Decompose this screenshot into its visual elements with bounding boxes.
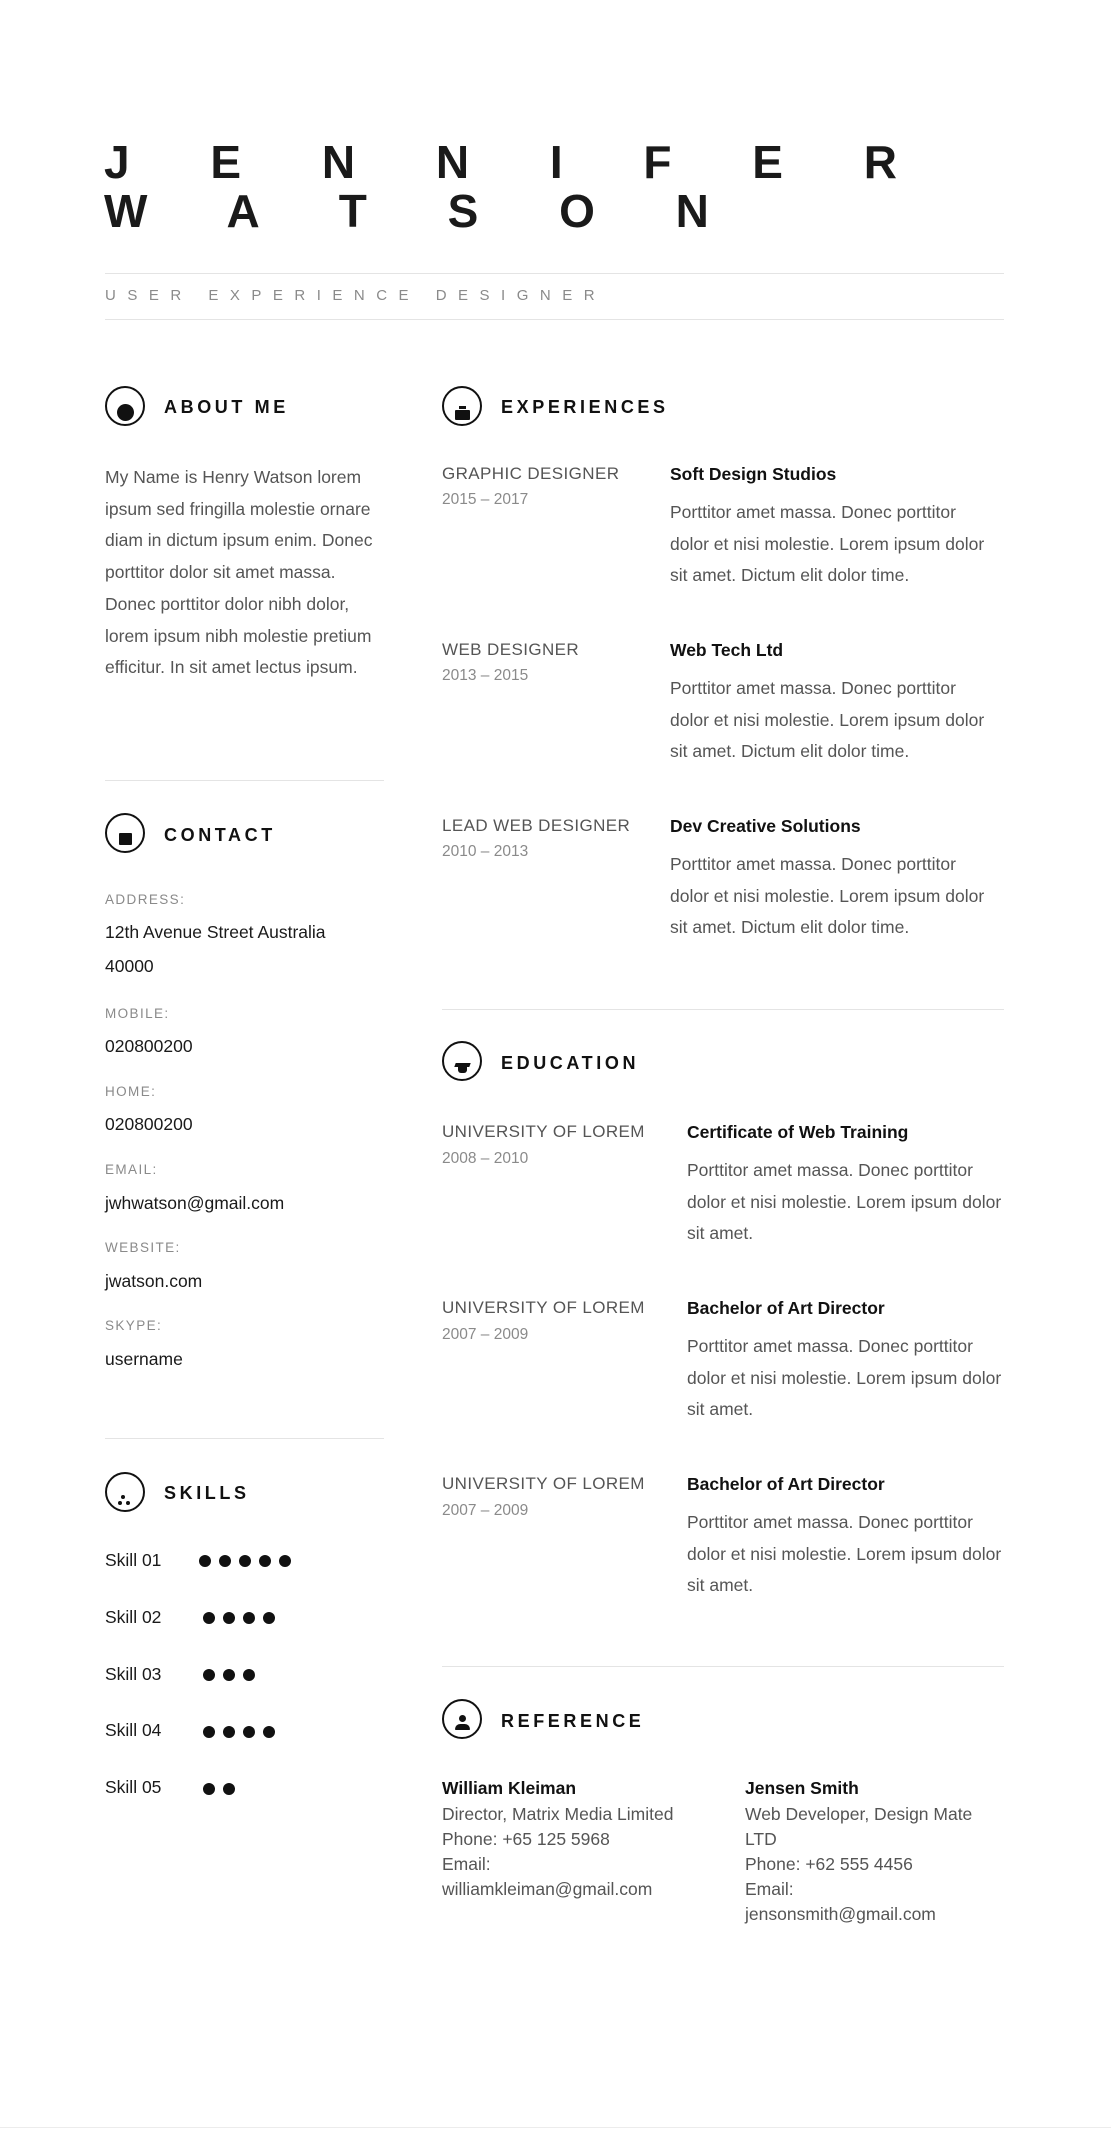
reference-title: REFERENCE	[501, 1711, 645, 1731]
education-title: EDUCATION	[501, 1053, 640, 1073]
mobile-label: MOBILE:	[105, 1006, 170, 1021]
skill-dot	[203, 1783, 215, 1795]
skill-rating	[203, 1726, 275, 1738]
skill-rating	[199, 1555, 291, 1567]
about-text: My Name is Henry Watson lorem ipsum sed fringilla molestie ornare diam in dictum ipsum enim. Donec porttitor dolor sit amet massa. Donec porttitor dolor nibh dolor, lorem ipsum nibh molestie pretium efficitur. In sit amet lectus ipsum.	[105, 467, 373, 678]
page-bottom-edge	[0, 2127, 1111, 2128]
person-icon	[442, 1699, 482, 1739]
mobile-value: 020800200	[105, 1036, 193, 1056]
website-label: WEBSITE:	[105, 1240, 181, 1255]
reference-email-label: Email:	[442, 1854, 491, 1874]
skill-label: Skill 01	[105, 1550, 162, 1570]
address-value: 12th Avenue Street Australia 40000	[105, 922, 326, 976]
reference-phone: Phone: +65 125 5968	[442, 1829, 610, 1849]
skill-label: Skill 04	[105, 1720, 162, 1740]
experience-role: GRAPHIC DESIGNER	[442, 464, 620, 483]
skill-rating	[203, 1783, 235, 1795]
skills-title: SKILLS	[164, 1483, 250, 1503]
last-name: W A T S O N	[104, 185, 743, 237]
first-name: J E N N I F E R	[104, 136, 931, 188]
reference-position: Web Developer, Design Mate LTD	[745, 1804, 973, 1849]
skill-rating	[203, 1612, 275, 1624]
skill-dot	[223, 1726, 235, 1738]
divider	[442, 1666, 1004, 1667]
experience-years: 2010 – 2013	[442, 843, 529, 860]
website-value[interactable]: jwatson.com	[105, 1271, 203, 1291]
education-desc: Porttitor amet massa. Donec porttitor dolor et nisi molestie. Lorem ipsum dolor sit amet.	[687, 1512, 1002, 1596]
job-title: USER EXPERIENCE DESIGNER	[105, 287, 607, 304]
education-years: 2007 – 2009	[442, 1326, 529, 1343]
home-label: HOME:	[105, 1084, 157, 1099]
skill-dot	[243, 1726, 255, 1738]
user-icon	[105, 386, 145, 426]
experience-company: Dev Creative Solutions	[670, 816, 861, 836]
skill-dot	[219, 1555, 231, 1567]
skill-dot	[223, 1783, 235, 1795]
experience-company: Soft Design Studios	[670, 464, 837, 484]
divider	[105, 780, 384, 781]
contact-title: CONTACT	[164, 825, 276, 845]
home-value: 020800200	[105, 1114, 193, 1134]
education-desc: Porttitor amet massa. Donec porttitor dolor et nisi molestie. Lorem ipsum dolor sit amet.	[687, 1336, 1002, 1420]
skill-dot	[223, 1612, 235, 1624]
divider	[105, 319, 1004, 320]
reference-email-label: Email:	[745, 1879, 794, 1899]
skill-dot	[203, 1612, 215, 1624]
reference-email[interactable]: williamkleiman@gmail.com	[442, 1879, 653, 1899]
education-school: UNIVERSITY OF LOREM	[442, 1122, 645, 1141]
education-years: 2008 – 2010	[442, 1150, 529, 1167]
experience-desc: Porttitor amet massa. Donec porttitor dolor et nisi molestie. Lorem ipsum dolor sit amet. Dictum elit dolor time.	[670, 678, 985, 762]
email-value[interactable]: jwhwatson@gmail.com	[105, 1193, 285, 1213]
skill-dot	[203, 1726, 215, 1738]
reference-phone: Phone: +62 555 4456	[745, 1854, 913, 1874]
education-desc: Porttitor amet massa. Donec porttitor dolor et nisi molestie. Lorem ipsum dolor sit amet.	[687, 1160, 1002, 1244]
skill-dot	[263, 1726, 275, 1738]
palette-icon	[105, 1472, 145, 1512]
address-label: ADDRESS:	[105, 892, 186, 907]
reference-email[interactable]: jensonsmith@gmail.com	[745, 1904, 936, 1924]
skill-label: Skill 02	[105, 1607, 162, 1627]
about-title: ABOUT ME	[164, 397, 289, 417]
skype-value: username	[105, 1349, 183, 1369]
education-degree: Bachelor of Art Director	[687, 1474, 885, 1494]
reference-position: Director, Matrix Media Limited	[442, 1804, 674, 1824]
skill-label: Skill 03	[105, 1664, 162, 1684]
briefcase-icon	[442, 386, 482, 426]
skill-dot	[199, 1555, 211, 1567]
email-label: EMAIL:	[105, 1162, 158, 1177]
education-school: UNIVERSITY OF LOREM	[442, 1298, 645, 1317]
reference-name: Jensen Smith	[745, 1778, 859, 1798]
skill-rating	[203, 1669, 255, 1681]
experience-desc: Porttitor amet massa. Donec porttitor dolor et nisi molestie. Lorem ipsum dolor sit amet. Dictum elit dolor time.	[670, 502, 985, 586]
experience-role: WEB DESIGNER	[442, 640, 580, 659]
reference-name: William Kleiman	[442, 1778, 577, 1798]
experience-role: LEAD WEB DESIGNER	[442, 816, 631, 835]
skill-dot	[223, 1669, 235, 1681]
divider	[442, 1009, 1004, 1010]
divider	[105, 1438, 384, 1439]
graduation-cap-icon	[442, 1041, 482, 1081]
divider	[105, 273, 1004, 274]
skill-dot	[203, 1669, 215, 1681]
skill-dot	[243, 1612, 255, 1624]
experience-desc: Porttitor amet massa. Donec porttitor dolor et nisi molestie. Lorem ipsum dolor sit amet. Dictum elit dolor time.	[670, 854, 985, 938]
education-years: 2007 – 2009	[442, 1502, 529, 1519]
skill-dot	[263, 1612, 275, 1624]
skill-dot	[239, 1555, 251, 1567]
skill-dot	[279, 1555, 291, 1567]
skill-label: Skill 05	[105, 1777, 162, 1797]
skill-dot	[259, 1555, 271, 1567]
education-degree: Bachelor of Art Director	[687, 1298, 885, 1318]
skill-dot	[243, 1669, 255, 1681]
experience-company: Web Tech Ltd	[670, 640, 784, 660]
education-degree: Certificate of Web Training	[687, 1122, 909, 1142]
phone-icon	[105, 813, 145, 853]
experience-years: 2015 – 2017	[442, 491, 529, 508]
experiences-title: EXPERIENCES	[501, 397, 669, 417]
skype-label: SKYPE:	[105, 1318, 163, 1333]
experience-years: 2013 – 2015	[442, 667, 529, 684]
education-school: UNIVERSITY OF LOREM	[442, 1474, 645, 1493]
